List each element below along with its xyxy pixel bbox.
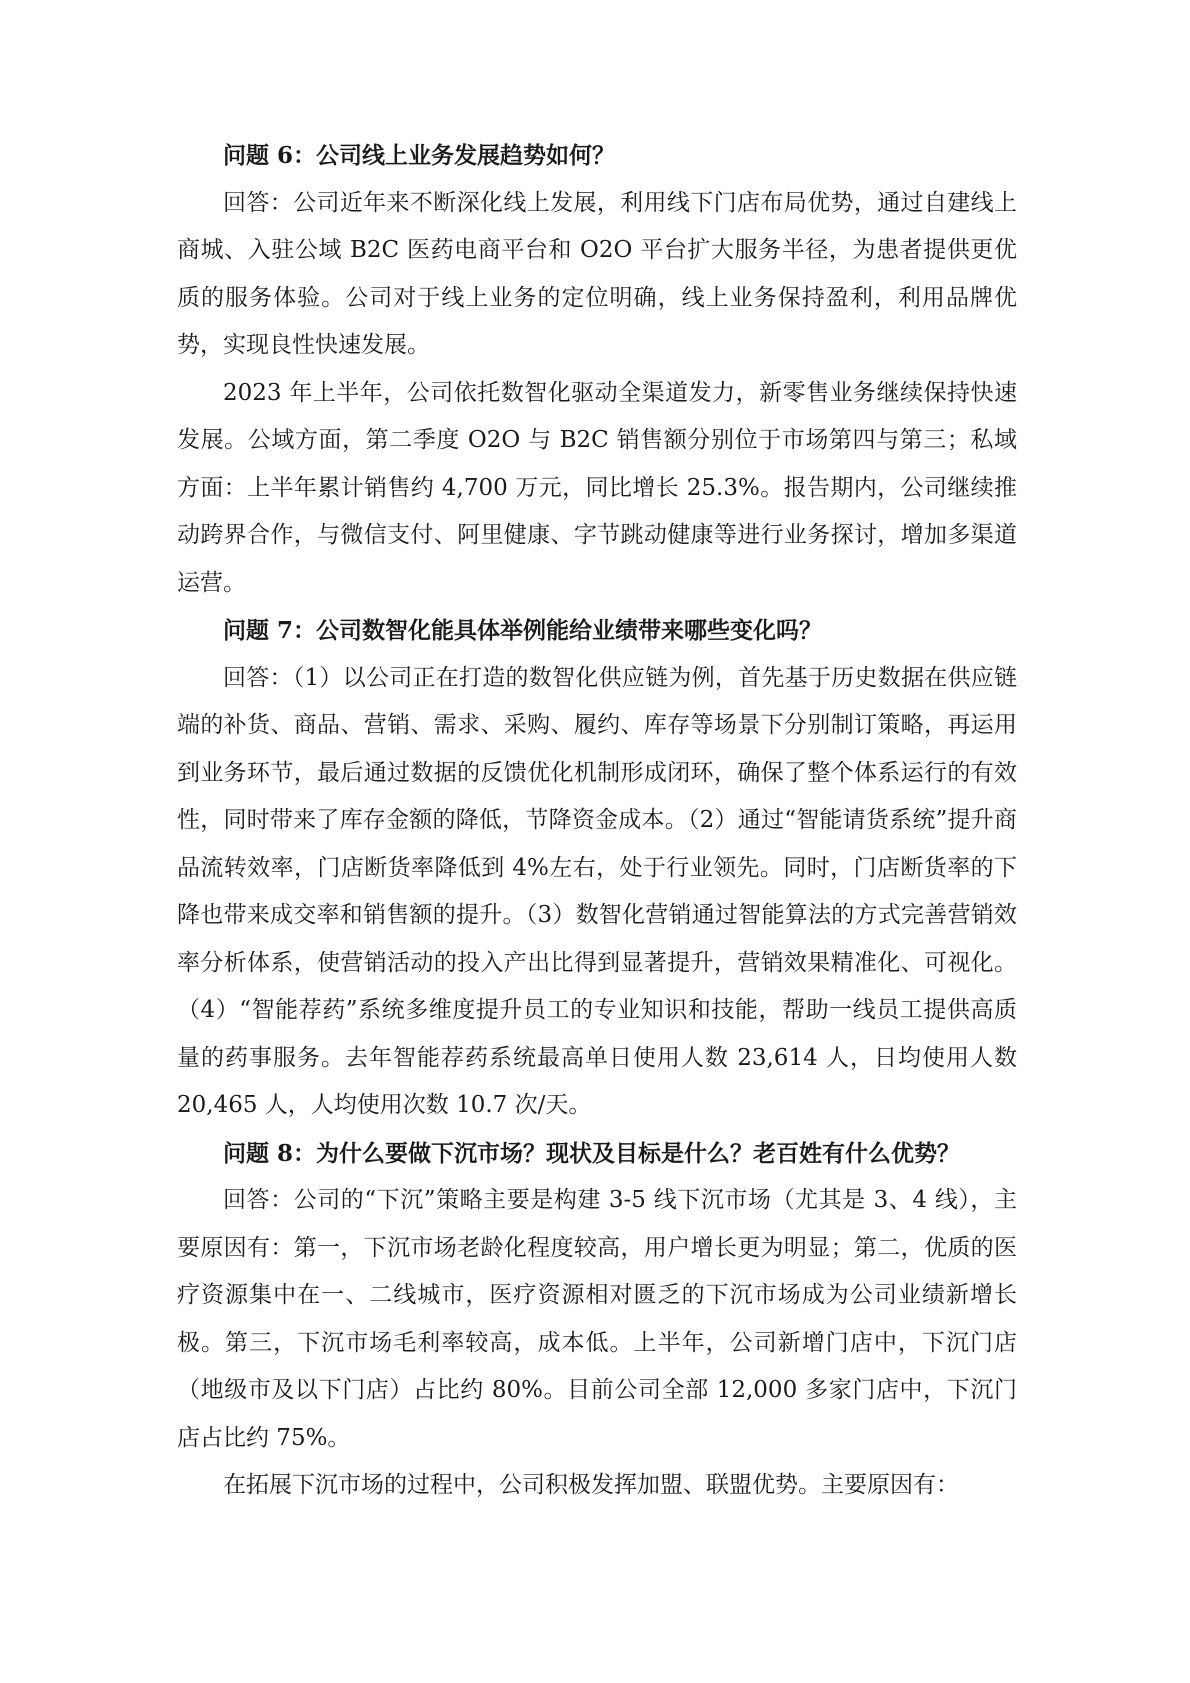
question-6-heading: 问题 6：公司线上业务发展趋势如何？	[223, 142, 616, 169]
document-page	[177, 132, 1017, 1510]
answer-8-paragraph-2: 在拓展下沉市场的过程中，公司积极发挥加盟、联盟优势。主要原因有：	[223, 1472, 959, 1498]
question-8-heading: 问题 8：为什么要做下沉市场？现状及目标是什么？老百姓有什么优势？	[223, 1139, 961, 1167]
answer-6-paragraph-2: 2023 年上半年，公司依托数智化驱动全渠道发力，新零售业务继续保持快速发展。公域方面，第二季度 O2O 与 B2C 销售额分别位于市场第四与第三；私域方面：上半年累计销售约 4,700 万元，同比增长 25.3%。报告期内，公司继续推动跨界合作，与微信支付、阿里健康、字节跳动健康等进行业务探讨，增加多渠道运营。	[177, 379, 1017, 596]
answer-6-paragraph-1: 回答：公司近年来不断深化线上发展，利用线下门店布局优势，通过自建线上商城、入驻公域 B2C 医药电商平台和 O2O 平台扩大服务半径，为患者提供更优质的服务体验。公司对于线上业务的定位明确，线上业务保持盈利，利用品牌优势，实现良性快速发展。	[177, 189, 1017, 358]
answer-7-paragraph: 回答：（1）以公司正在打造的数智化供应链为例，首先基于历史数据在供应链端的补货、商品、营销、需求、采购、履约、库存等场景下分别制订策略，再运用到业务环节，最后通过数据的反馈优化机制形成闭环，确保了整个体系运行的有效性，同时带来了库存金额的降低，节降资金成本。（2）通过“智能请货系统”提升商品流转效率，门店断货率降低到 4%左右，处于行业领先。同时，门店断货率的下降也带来成交率和销售额的提升。（3）数智化营销通过智能算法的方式完善营销效率分析体系，使营销活动的投入产出比得到显著提升，营销效果精准化、可视化。（4）“智能荐药”系统多维度提升员工的专业知识和技能，帮助一线员工提供高质量的药事服务。去年智能荐药系统最高单日使用人数 23,614 人，日均使用人数 20,465 人，人均使用次数 10.7 次/天。	[177, 664, 1017, 1118]
question-7-heading: 问题 7：公司数智化能具体举例能给业绩带来哪些变化吗？	[223, 617, 823, 644]
answer-8-paragraph-1: 回答：公司的“下沉”策略主要是构建 3-5 线下沉市场（尤其是 3、4 线），主要原因有：第一，下沉市场老龄化程度较高，用户增长更为明显；第二，优质的医疗资源集中在一、二线城市，医疗资源相对匮乏的下沉市场成为公司业绩新增长极。第三，下沉市场毛利率较高，成本低。上半年，公司新增门店中，下沉门店（地级市及以下门店）占比约 80%。目前公司全部 12,000 多家门店中，下沉门店占比约 75%。	[177, 1187, 1017, 1451]
